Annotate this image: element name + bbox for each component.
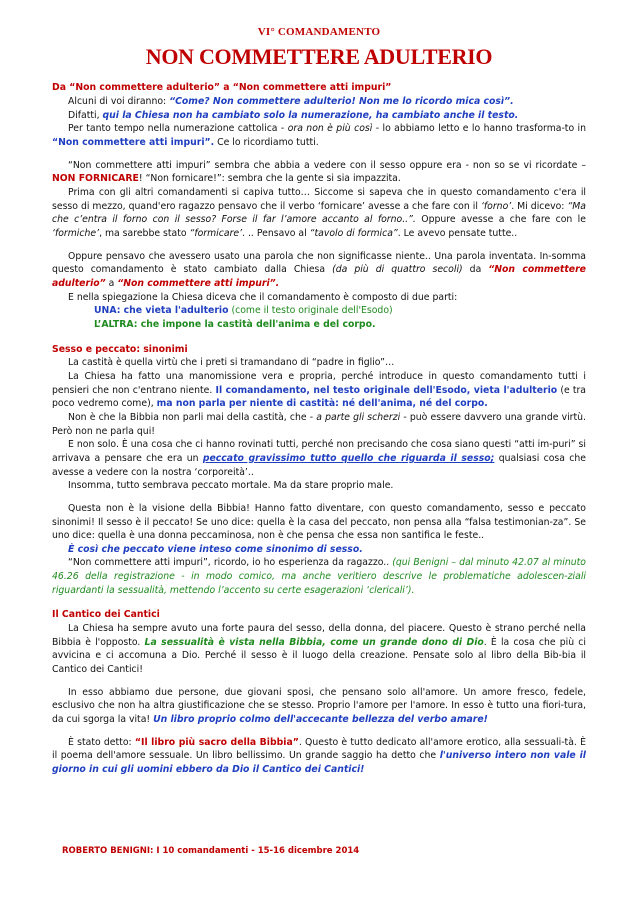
section-heading-3: Il Cantico dei Cantici [52,609,160,621]
paragraph: “Non commettere atti impuri” sembra che abbia a vedere con il sesso oppure era - non so se vi ricordate – NON FORNICARE! “Non fornicare!”: sembra che la gente si sia impazzita. [52,159,586,185]
paragraph: La Chiesa ha sempre avuto una forte paura del sesso, della donna, del piacere. Questo è strano perché nella Bibbia è l'opposto. La sessualità è vista nella Bibbia, come un grande dono di Dio. È la cosa che più ci avvicina e ci accomuna a Dio. Perché il sesso è il luogo della creazione. Pensate solo al libro della Bib-bia il Cantico dei Cantici! [52,623,586,676]
paragraph: Non è che la Bibbia non parli mai della castità, che - a parte gli scherzi - può essere davvero una grande virtù. Però non ne parla qui! [52,411,586,437]
section-heading-2: Sesso e peccato: sinonimi [52,343,188,355]
paragraph: Prima con gli altri comandamenti si capiva tutto… Siccome si sapeva che in questo comandamento c'era il sesso di mezzo, quand'ero ragazzo pensavo che il verbo ‘fornicare’ avesse a che fare con il ‘forno’. Mi dicevo: “Ma che c’entra il forno con il sesso? Forse il far l’amore accanto al forno..”. Oppure avesse a che fare con le ‘formiche’, ma sarebbe stato “formicare’. .. Pensavo al “tavolo di formica”. Le avevo pensate tutte.. [52,187,586,240]
commandment-number: VI° COMANDAMENTO [257,26,381,38]
list-item-una: UNA: che vieta l'adulterio (come il testo originale dell'Esodo) [94,305,393,317]
paragraph: “Non commettere atti impuri”, ricordo, io ho esperienza da ragazzo.. (qui Benigni – dal minuto 42.07 al minuto 46.26 della registrazione - in modo comico, ma anche veritiero descrive le problematiche adolescen-ziali riguardanti la sessualità, mettendo l’accento su certe esagerazioni ‘clericali’). [52,557,586,596]
paragraph: La castità è quella virtù che i preti si tramandano di “padre in figlio”… [68,357,395,369]
paragraph: È così che peccato viene inteso come sinonimo di sesso. [68,543,363,555]
paragraph: E nella spiegazione la Chiesa diceva che il comandamento è composto di due parti: [68,291,458,303]
paragraph: Per tanto tempo nella numerazione cattolica - ora non è più così - lo abbiamo letto e lo hanno trasforma-to in “Non commettere atti impuri”. Ce lo ricordiamo tutti. [52,123,587,149]
paragraph: In esso abbiamo due persone, due giovani sposi, che pensano solo all'amore. Un amore fresco, fedele, esclusivo che non ha altra giustificazione che se stesso. Proprio l'amore per l'amore. In esso è tutto una fiori-tura, da cui sgorga la vita! Un libro proprio colmo dell'accecante bellezza del verbo amare! [52,686,586,726]
paragraph: E non solo. È una cosa che ci hanno rovinati tutti, perché non precisando che cosa siano questi “atti im-puri” si arrivava a pensare che era un peccato gravissimo tutto quello che riguarda il sesso; qualsiasi cosa che avesse a vedere con la nostra ‘corporeità’.. [52,439,586,478]
page-footer: ROBERTO BENIGNI: I 10 comandamenti - 15-16 dicembre 2014 [62,846,360,856]
section-heading-1: Da “Non commettere adulterio” a “Non commettere atti impuri” [52,82,392,94]
page-title: NON COMMETTERE ADULTERIO [145,44,493,70]
paragraph: Alcuni di voi diranno: “Come? Non commettere adulterio! Non me lo ricordo mica così”. [68,96,514,108]
list-item-altra: L’ALTRA: che impone la castità dell'anima e del corpo. [94,318,376,330]
paragraph: Insomma, tutto sembrava peccato mortale. Ma da stare proprio male. [68,480,394,492]
paragraph: Oppure pensavo che avessero usato una parola che non significasse niente.. Una parola inventata. In-somma questo comandamento è stato cambiato dalla Chiesa (da più di quattro secoli) da “Non commettere adulterio” a “Non commettere atti impuri”. [52,250,586,290]
paragraph: La Chiesa ha fatto una manomissione vera e propria, perché introduce in questo comandamento tutti i pensieri che non c'entrano niente. Il comandamento, nel testo originale dell'Esodo, vieta l'adulterio (e tra poco vedremo come), ma non parla per niente di castità: né dell'anima, né del corpo. [52,370,586,410]
paragraph: Difatti, qui la Chiesa non ha cambiato solo la numerazione, ha cambiato anche il testo. [68,109,519,121]
paragraph: Questa non è la visione della Bibbia! Hanno fatto diventare, con questo comandamento, sesso e peccato sinonimi! Il sesso è il peccato! Se uno dice: quella è la casa del peccato, non pensa alla “falsa testimonian-za”. Se uno dice: quella è una donna peccaminosa, non è che pensa che essa non santifica le feste.. [52,502,586,542]
paragraph: È stato detto: “Il libro più sacro della Bibbia”. Questo è tutto dedicato all'amore erotico, alla sessuali-tà. È il poema dell'amore sessuale. Un libro bellissimo. Un grande saggio ha detto che l'universo intero non vale il giorno in cui gli uomini ebbero da Dio il Cantico dei Cantici! [52,736,586,776]
